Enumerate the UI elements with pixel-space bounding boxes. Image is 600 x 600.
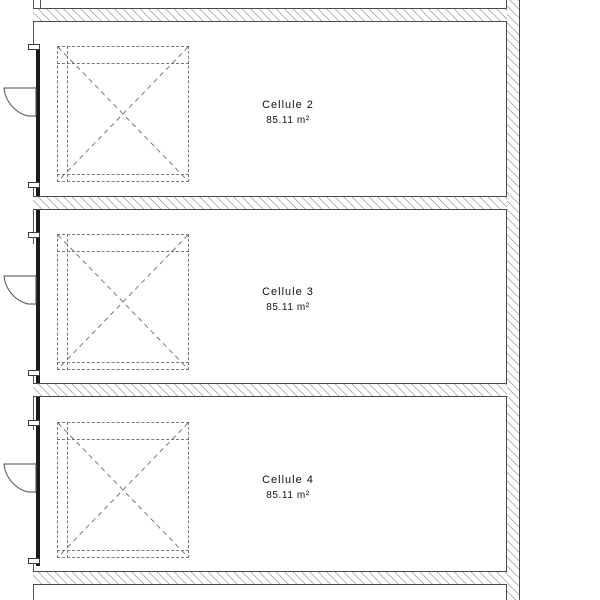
door-jamb-bottom-2	[28, 182, 40, 188]
room-name: Cellule 4	[262, 474, 314, 486]
door-cellule-2[interactable]	[0, 86, 38, 130]
room-area: 85.11 m²	[266, 302, 310, 313]
bay-inner-line-bottom-4	[57, 550, 189, 551]
room-label-cellule-4	[218, 472, 358, 503]
partition-wall-cellule-3-4	[33, 383, 507, 397]
partition-wall-bottom	[33, 571, 507, 585]
bay-inner-line-bottom-3	[57, 362, 189, 363]
bay-inner-line-top-3	[57, 251, 189, 252]
door-jamb-bottom-3	[28, 370, 40, 376]
bay-cross-bracing-3	[58, 235, 188, 369]
bay-cross-bracing-2	[58, 47, 188, 181]
door-jamb-top-2	[28, 44, 40, 50]
room-name: Cellule 3	[262, 286, 314, 298]
room-label-cellule-3	[218, 284, 358, 315]
door-cellule-3[interactable]	[0, 274, 38, 318]
bay-inner-line-top-4	[57, 439, 189, 440]
bay-cross-bracing-4	[58, 423, 188, 557]
room-name: Cellule 2	[262, 99, 314, 111]
partition-wall-cellule-2-3	[33, 196, 507, 210]
bay-inner-line-bottom-2	[57, 174, 189, 175]
exterior-wall-right	[506, 0, 520, 600]
room-area: 85.11 m²	[266, 115, 310, 126]
room-area: 85.11 m²	[266, 490, 310, 501]
structural-bay-cellule-2	[57, 46, 189, 182]
structural-bay-cellule-4	[57, 422, 189, 558]
door-cellule-4[interactable]	[0, 462, 38, 506]
bay-inner-line-left-3	[67, 234, 68, 370]
partition-wall-top	[33, 8, 507, 22]
wall-stub-top	[40, 0, 41, 8]
door-jamb-top-4	[28, 420, 40, 426]
bay-inner-line-top-2	[57, 63, 189, 64]
structural-bay-cellule-3	[57, 234, 189, 370]
room-label-cellule-2	[218, 97, 358, 128]
door-jamb-bottom-4	[28, 558, 40, 564]
bay-inner-line-left-4	[67, 422, 68, 558]
door-jamb-top-3	[28, 232, 40, 238]
bay-inner-line-left-2	[67, 46, 68, 182]
